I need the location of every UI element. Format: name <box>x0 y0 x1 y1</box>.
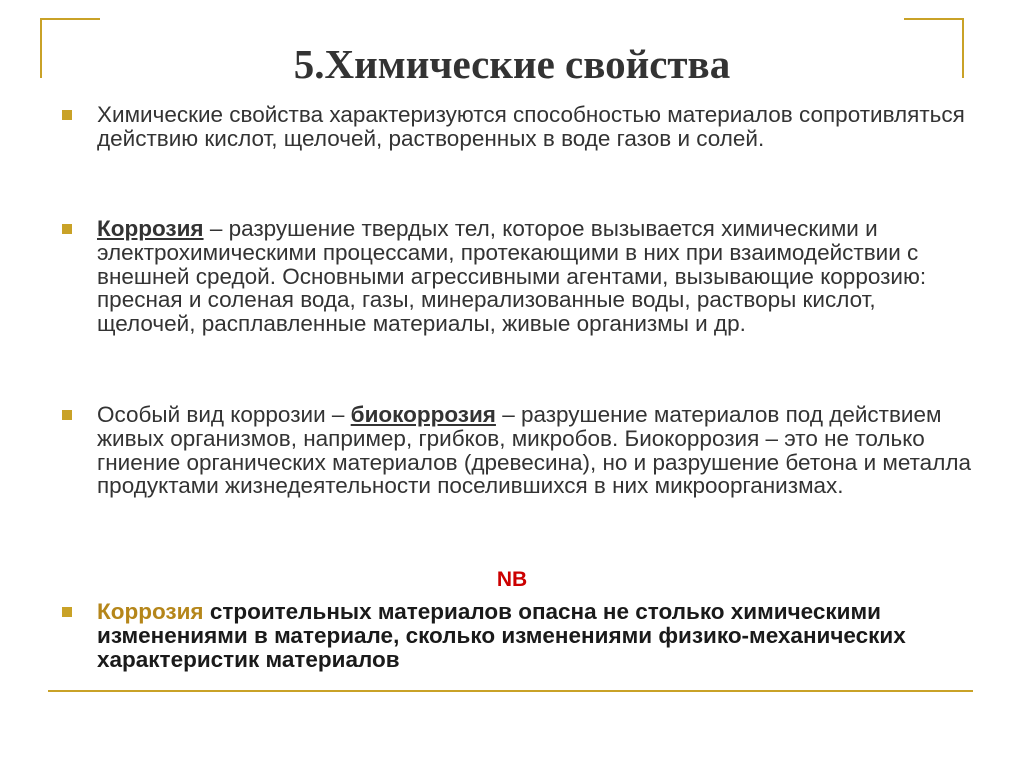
bullet-paragraph-3 <box>97 403 977 498</box>
bullet-marker <box>62 110 72 120</box>
bullet-marker <box>62 224 72 234</box>
bullet-prefix: Особый вид коррозии – <box>97 402 351 427</box>
bullet-text: Химические свойства характеризуются способностью материалов сопротивляться действию кислот, щелочей, растворенных в воде газов и солей. <box>97 102 965 151</box>
bullet-paragraph-2 <box>97 217 977 336</box>
nb-accent-term: Коррозия <box>97 599 204 624</box>
frame-line-bottom <box>48 690 973 692</box>
term-biocorrosion: биокоррозия <box>350 402 496 427</box>
bullet-marker <box>62 607 72 617</box>
frame-line-top-right <box>904 18 964 20</box>
nb-label: NB <box>496 568 528 591</box>
frame-line-top-left <box>40 18 100 20</box>
term-corrosion: Коррозия <box>97 216 204 241</box>
slide-title: 5.Химические свойства <box>293 41 731 87</box>
bullet-text: строительных материалов опасна не столько химическими изменениями в материале, сколько изменениями физико-механических характеристик материалов <box>97 599 906 672</box>
bullet-text: – разрушение твердых тел, которое вызывается химическими и электрохимическими процессами, протекающими в них при взаимодействии с внешней средой. Основными агрессивными агентами, вызывающие коррозию: пресная и соленая вода, газы, минерализованные воды, растворы кислот, щелочей, расплавленные материалы, живые организмы и др. <box>97 216 927 337</box>
bullet-marker <box>62 410 72 420</box>
bullet-paragraph-nb <box>97 600 977 671</box>
bullet-text: – разрушение материалов под действием живых организмов, например, грибков, микробов. Биокоррозия – это не только гниение органических материалов (древесина), но и разрушение бетона и металла продуктами жизнедеятельности поселившихся в них микроорганизмах. <box>97 402 971 499</box>
bullet-paragraph-1 <box>97 103 977 151</box>
